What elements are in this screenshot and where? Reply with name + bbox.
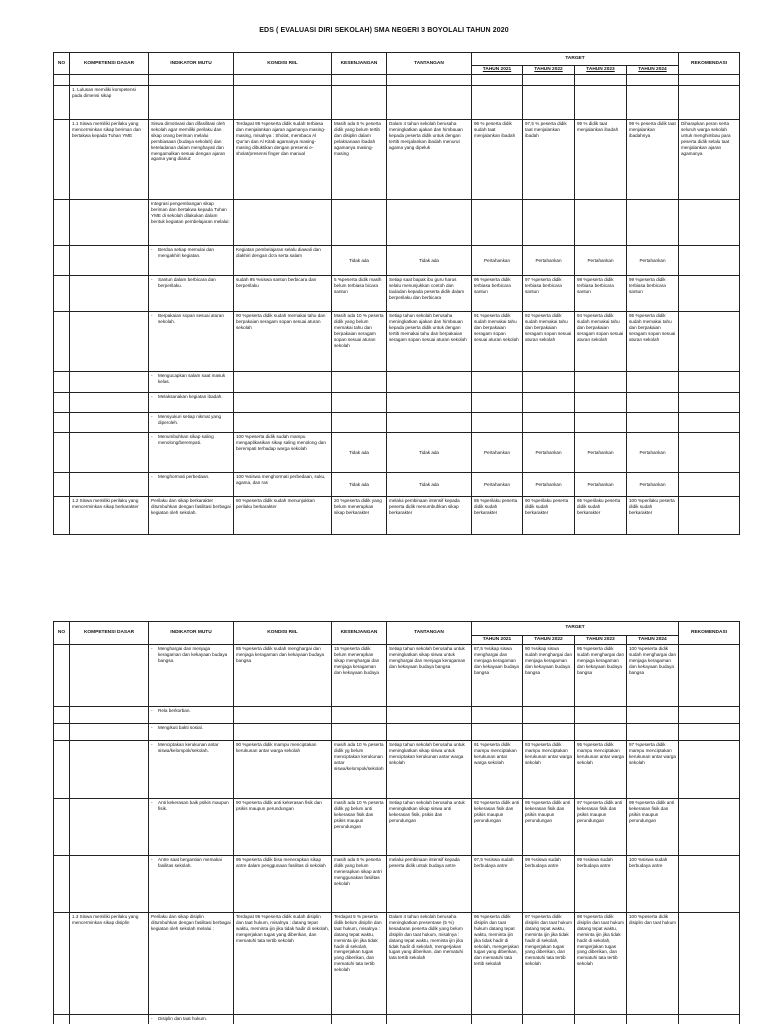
page-title: EDS ( EVALUASI DIRI SEKOLAH) SMA NEGERI 3 BOYOLALI TAHUN 2020: [259, 27, 509, 34]
kesenjangan-cell: 15 %peserta didik belum menerapkan sikap menghargai dan menjaga keragaman dan kekayaan budaya: [332, 645, 387, 707]
kompetensi-dasar-cell: 1.2 Siswa memiliki perilaku yang mencerminkan sikap berkarakter: [70, 497, 149, 535]
kondisi-cell: 100 %siswa menghormati perbedaan, suku, agama, dan ras: [234, 473, 332, 497]
target-2023-cell: 99 % didik taat menjalankan ibadah: [575, 120, 627, 200]
tantangan-cell: Setiap tahun sekolah berusaha untuk meningkatkan sikap siswa untuk menciptakan kerukunan antar warga sekolah: [387, 741, 472, 799]
col-indikator-mutu: INDIKATOR MUTU: [149, 622, 234, 645]
target-2024-cell: 100 %peserta didik disiplin dan taat hukum: [627, 913, 679, 1015]
year-2024: TAHUN 2024: [627, 636, 679, 645]
indikator-cell: - Melaksanakan kegiatan ibadah.: [149, 393, 234, 413]
kondisi-cell: Terdapat 95 %peserta didik sudah disiplin dan taat hukum, misalnya : datang tepat waktu, meminta ijin jika tidak hadir di sekolah, mengerjakan tugas yang diberikan, dan mematuhi tata tertib sekolah: [234, 913, 332, 1015]
indikator-text: Rela berkorban.: [158, 708, 191, 714]
col-kompetensi-dasar: KOMPETENSI DASAR: [70, 622, 149, 645]
target-2023-cell: 94 %peserta didik sudah memakai tahu dan berpakaian seragam sopan sesuai aturan sekolah: [575, 312, 627, 372]
indikator-cell: - Mensyukuri setiap nikmat yang diperoleh.: [149, 413, 234, 433]
indikator-text: Menumbuhkan sikap saling menolong/berempati.: [158, 434, 214, 445]
target-2021-cell: 91 %peserta didik mampu menciptakan kerukunan antar warga sekolah: [472, 741, 523, 799]
kesenjangan-cell: Terdapat 5 % peserta didik belum disiplin dan taat hukum, misalnya : datang tepat waktu, meminta ijin jika tidak hadir di sekolah, mengerjakan tugas yang diberikan, dan mematuhi tata tertib sekolah: [332, 913, 387, 1015]
indikator-cell: - Disiplin dan taat hukum.: [149, 1015, 234, 1024]
year-2023: TAHUN 2023: [575, 66, 627, 75]
indikator-text: Berdoa setiap memulai dan mengakhiri kegiatan.: [158, 247, 214, 258]
indikator-text: Menghargai dan menjaga keragaman dan kekayaan budaya bangsa.: [158, 646, 228, 663]
eds-table-1: [53, 52, 740, 535]
kesenjangan-cell: Masih ada 10 % peserta didik yang belum memakai tahu dan berpakaian seragam sopan sesuai aturan sekolah: [332, 312, 387, 372]
indikator-cell: Perilaku dan sikap disiplin ditumbuhkan dengan fasilitasi berbagai kegiatan oleh sekolah melalui :: [149, 913, 234, 1015]
table-row: [54, 276, 740, 312]
table-row: [54, 497, 740, 535]
indikator-text: Anti kekerasan baik psikis maupun fisik.: [158, 800, 229, 811]
rekomendasi-cell: Diharapkan peran serta seluruh warga sekolah untuk menghimbau para peserta didik selalu taat menjalankan ajaran agamanya: [679, 120, 740, 200]
target-2024-cell: 100 %siswa sudah berbudaya antre: [627, 856, 679, 913]
indikator-cell: - Menghormati perbedaan.: [149, 473, 234, 497]
col-rekomendasi: REKOMENDASI: [679, 622, 740, 645]
target-2023-cell: 98 %peserta didik disiplin dan taat hukum datang tepat waktu, meminta ijin jika tidak hadir di sekolah, mengerjakan tugas yang diberikan, dan mematuhi tata tertib sekolah: [575, 913, 627, 1015]
table-row: [54, 86, 740, 120]
tantangan-cell: Setiap tahun sekolah berusaha untuk meningkatkan sikap siswa anti kekerasan fisik, psikis dan perundungan: [387, 799, 472, 856]
target-2021-cell: 92 %peserta didik anti kekerasan fisik dan psikis maupun perundungan: [472, 799, 523, 856]
indikator-cell: - Berpakaian sopan sesuai aturan sekolah.: [149, 312, 234, 372]
target-2022-cell: 93 %peserta didik mampu menciptakan kerukunan antar warga sekolah: [523, 741, 575, 799]
kondisi-cell: 80 %peserta didik sudah menunjukkan perilaku berkarakter: [234, 497, 332, 535]
table-row: [54, 312, 740, 372]
target-2021-cell: 87,5 %sikap siswa menghargai dan menjaga keragaman dan kekayaan budaya bangsa: [472, 645, 523, 707]
kesenjangan-cell: Tidak ada: [332, 433, 387, 473]
kondisi-cell: 90 %peserta didik anti kekerasan fisik dan psikis maupun perundungan: [234, 799, 332, 856]
target-2024-cell: 99 %peserta didik terbiasa berbicara santun: [627, 276, 679, 312]
indikator-cell: Siswa dimotivasi dan difasilitasi oleh sekolah agar memiliki perilaku dan sikap orang beriman melalui pembiasaan (budaya sekolah) dan keteladanan dalam menghayati dan mengamalkan sesuai dengan ajaran agama yang dianut:: [149, 120, 234, 200]
kesenjangan-cell: Masih ada 5 % peserta didik yang belum tertib dan disiplin dalam pelaksanaan ibadah agamanya masing-masing: [332, 120, 387, 200]
col-kondisi-riil: KONDISI RIIL: [234, 622, 332, 645]
spacer-row: [54, 75, 740, 86]
target-2022-cell: 97 %peserta didik terbiasa berbicara santun: [523, 276, 575, 312]
kondisi-cell: 90 %peserta didik mampu menciptakan kerukunan antar warga sekolah: [234, 741, 332, 799]
kondisi-cell: 90 %peserta didik sudah memakai tahu dan berpakaian seragam sopan sesuai aturan sekolah: [234, 312, 332, 372]
col-kesenjangan: KESENJANGAN: [332, 622, 387, 645]
target-2021-cell: 96 %peserta didik disiplin dan taat hukum datang tepat waktu, meminta ijin jika tidak hadir di sekolah, mengerjakan tugas yang diberikan, dan mematuhi tata tertib sekolah: [472, 913, 523, 1015]
indikator-text: Mengucapkan salam saat masuk kelas.: [158, 373, 226, 384]
year-2022: TAHUN 2022: [523, 636, 575, 645]
target-2023-cell: 99 %siswa sudah berbudaya antre: [575, 856, 627, 913]
col-target: TARGET: [472, 53, 679, 66]
header-row: [54, 622, 740, 636]
col-no: NO: [54, 622, 70, 645]
target-2024-cell: Pertahankan: [627, 433, 679, 473]
indikator-cell: Perilaku dan sikap berkarakter ditumbuhkan dengan fasilitasi berbagai kegiatan oleh sekolah.: [149, 497, 234, 535]
indikator-text: Menciptakan kerukunan antar siswa/kelompok/sekolah.: [158, 742, 219, 753]
indikator-cell: - Anti kekerasan baik psikis maupun fisik.: [149, 799, 234, 856]
tantangan-cell: Tidak ada: [387, 473, 472, 497]
target-2021-cell: 96 % peserta didik sudah taat menjalankan ibadah: [472, 120, 523, 200]
target-2023-cell: Pertahankan: [575, 246, 627, 276]
indikator-text: Mengikuti bakti sosial.: [158, 725, 203, 731]
col-no: NO: [54, 53, 70, 75]
target-2023-cell: 97 %peserta didik anti kekerasan fisik dan psikis maupun perundungan: [575, 799, 627, 856]
target-2024-cell: 99 %peserta didik anti kekerasan fisik dan psikis maupun perundungan: [627, 799, 679, 856]
table-row: [54, 856, 740, 913]
kompetensi-dasar-cell: 1.3 Siswa memiliki perilaku yang mencerminkan sikap disiplin: [70, 913, 149, 1015]
indikator-cell: - Mengikuti bakti sosial.: [149, 724, 234, 741]
indikator-text: Berpakaian sopan sesuai aturan sekolah.: [158, 313, 224, 324]
kondisi-cell: Kegiatan pembelajaran selalu diawali dan diakhiri dengan do'a serta salam: [234, 246, 332, 276]
indikator-cell: - Antre saat bergantian memakai fasilitas sekolah.: [149, 856, 234, 913]
indikator-cell: - Berdoa setiap memulai dan mengakhiri kegiatan.: [149, 246, 234, 276]
target-2021-cell: 97,5 %siswa sudah berbudaya antre: [472, 856, 523, 913]
col-kompetensi-dasar: KOMPETENSI DASAR: [70, 53, 149, 75]
indikator-cell: - Rela berkorban.: [149, 707, 234, 724]
table-row: [54, 799, 740, 856]
kompetensi-dasar-cell: 1. Lulusan memiliki kompetensi pada dimensi sikap: [70, 86, 149, 120]
kondisi-cell: Terdapat 95 %peserta didik sudah terbiasa dan menjalankan ajaran agamanya masing-masing, misalnya : Sholat, membaca Al Qur'an dan Al Kitab agamanya masing-masing dibuktikan dengan presensi e-sholat/presensi finger dan manual: [234, 120, 332, 200]
kesenjangan-cell: masih ada 10 % peserta didik yg belum anti kekerasan fisik dan psikis maupun perundungan: [332, 799, 387, 856]
target-2023-cell: 95 %peserta didik sudah menghargai dan menjaga keragaman dan kekayaan budaya bangsa: [575, 645, 627, 707]
table-row: [54, 200, 740, 246]
indikator-text: Disiplin dan taat hukum.: [158, 1016, 208, 1022]
target-2021-cell: Pertahankan: [472, 433, 523, 473]
col-kondisi-riil: KONDISI RIIL: [234, 53, 332, 75]
target-2023-cell: 95 %perilaku peserta didik sudah berkarakter: [575, 497, 627, 535]
indikator-text: Melaksanakan kegiatan ibadah.: [158, 394, 223, 400]
year-2022: TAHUN 2022: [523, 66, 575, 75]
indikator-text: Menghormati perbedaan.: [158, 474, 210, 480]
target-2023-cell: 95 %peserta didik mampu menciptakan kerukunan antar warga sekolah: [575, 741, 627, 799]
indikator-cell: Integrasi pengembangan sikap beriman dan bertakwa kepada Tuhan YME di sekolah dilakukan dalam bentuk kegiatan pembelajaran melalui:: [149, 200, 234, 246]
tantangan-cell: melalui pembinaan intensif kepada peserta didik menumbuhkan sikap berkarakter: [387, 497, 472, 535]
target-2022-cell: 99 %siswa sudah berbudaya antre: [523, 856, 575, 913]
col-rekomendasi: REKOMENDASI: [679, 53, 740, 75]
target-2022-cell: Pertahankan: [523, 433, 575, 473]
kondisi-cell: 95 %peserta didik bisa menerapkan sikap antre dalam penggunaan fasilitas di sekolah: [234, 856, 332, 913]
target-2022-cell: 97,5 % peserta didik taat menjalankan ibadah: [523, 120, 575, 200]
table-row: [54, 413, 740, 433]
tantangan-cell: melalui pembinaan intensif kepada peserta didik untuk budaya antre: [387, 856, 472, 913]
tantangan-cell: Dalam 4 tahun sekolah berusaha meningkatkan ajakan dan himbauan kepada peserta didik untuk dengan tertib menjalankan ibadah menurut agama yang dipeluk: [387, 120, 472, 200]
eds-table-2: [53, 621, 740, 1024]
header-row: [54, 53, 740, 66]
kesenjangan-cell: masih ada 5 % peserta didik yang belum menerapkan sikap antri menggunakan fasilitas sekolah: [332, 856, 387, 913]
table-row: [54, 372, 740, 393]
target-2021-cell: 85 %perilaku peserta didik sudah berkarakter: [472, 497, 523, 535]
target-2022-cell: Pertahankan: [523, 473, 575, 497]
table-row: [54, 707, 740, 724]
col-tantangan: TANTANGAN: [387, 53, 472, 75]
tantangan-cell: Tidak ada: [387, 433, 472, 473]
table-row: [54, 246, 740, 276]
table-row: [54, 645, 740, 707]
tantangan-cell: Setiap tahun sekolah berusaha meningkatkan ajakan dan himbauan kepada peserta didik untuk dengan tertib memakai tahu dan berpakaian seragam sopan sesuai aturan sekolah: [387, 312, 472, 372]
tantangan-cell: Setiap saat bapak ibu guru harus selalu menunjukkan contoh dan tauladan kepada peserta didik dalam berperilaku dan berbicara: [387, 276, 472, 312]
col-kesenjangan: KESENJANGAN: [332, 53, 387, 75]
indikator-text: Antre saat bergantian memakai fasilitas sekolah.: [158, 857, 222, 868]
indikator-text: Santun dalam berbicara dan berperilaku.: [158, 277, 216, 288]
target-2021-cell: 96 %peserta didik terbiasa berbicara santun: [472, 276, 523, 312]
kesenjangan-cell: Tidak ada: [332, 246, 387, 276]
table-row: [54, 724, 740, 741]
col-tantangan: TANTANGAN: [387, 622, 472, 645]
target-2024-cell: Pertahankan: [627, 246, 679, 276]
target-2022-cell: Pertahankan: [523, 246, 575, 276]
tantangan-cell: Setiap tahun sekolah berusaha untuk meningkatkan sikap siswa untuk menghargai dan menjaga keragaman dan kekayaan budaya bangsa: [387, 645, 472, 707]
year-2021: TAHUN 2021: [472, 66, 523, 75]
target-2023-cell: Pertahankan: [575, 433, 627, 473]
target-2024-cell: 95 %peserta didik sudah memakai tahu dan berpakaian seragam sopan sesuai aturan sekolah: [627, 312, 679, 372]
kondisi-cell: 85 %peserta didik sudah menghargai dan menjaga keragaman dan kekayaan budaya bangsa: [234, 645, 332, 707]
target-2023-cell: Pertahankan: [575, 473, 627, 497]
year-2021: TAHUN 2021: [472, 636, 523, 645]
kompetensi-dasar-cell: 1.1 Siswa memiliki perilaku yang mencerminkan sikap beriman dan bertakwa kepada Tuhan YME: [70, 120, 149, 200]
target-2022-cell: 95 %peserta didik anti kekerasan fisik dan psikis maupun perundungan: [523, 799, 575, 856]
target-2024-cell: 100 %peserta didik sudah menghargai dan menjaga keragaman dan kekayaan budaya bangsa: [627, 645, 679, 707]
year-2024: TAHUN 2024: [627, 66, 679, 75]
tantangan-cell: Tidak ada: [387, 246, 472, 276]
kesenjangan-cell: masih ada 10 % peserta didik yg belum menciptakan kerukunan antar siswa/kelompok/sekolah: [332, 741, 387, 799]
target-2022-cell: 97 %peserta didik disiplin dan taat hukum datang tepat waktu, meminta ijin jika tidak hadir di sekolah, mengerjakan tugas yang diberikan, dan mematuhi tata tertib sekolah: [523, 913, 575, 1015]
target-2024-cell: 100 %perilaku peserta didik sudah berkarakter: [627, 497, 679, 535]
target-2021-cell: Pertahankan: [472, 473, 523, 497]
target-2024-cell: 99 % peserta didik taat menjalankan ibadahnya: [627, 120, 679, 200]
col-indikator-mutu: INDIKATOR MUTU: [149, 53, 234, 75]
kesenjangan-cell: 20 %peserta didik yang belum menerapkan sikap berkarakter: [332, 497, 387, 535]
target-2024-cell: Pertahankan: [627, 473, 679, 497]
tantangan-cell: Dalam 4 tahun sekolah berusaha meningkatkan presentase (5 %) kesadaran peserta didik yang belum disiplin dan taat hukum, misalnya : datang tepat waktu, meminta ijin jika tidak hadir di sekolah, mengerjakan tugas yang diberikan, dan mematuhi tata tertib sekolah: [387, 913, 472, 1015]
kondisi-cell: sudah 95 %siswa santun berbicara dan berperilaku: [234, 276, 332, 312]
table-row: [54, 913, 740, 1015]
kondisi-cell: 100 %peserta didik sudah mampu mengaplikasikan sikap saling menolong dan berempati terhadap warga sekolah: [234, 433, 332, 473]
year-2023: TAHUN 2023: [575, 636, 627, 645]
table-row: [54, 741, 740, 799]
indikator-text: Mensyukuri setiap nikmat yang diperoleh.: [158, 414, 222, 425]
col-target: TARGET: [472, 622, 679, 636]
kesenjangan-cell: Tidak ada: [332, 473, 387, 497]
table-row: [54, 1015, 740, 1024]
table-row: [54, 393, 740, 413]
indikator-cell: - Mengucapkan salam saat masuk kelas.: [149, 372, 234, 393]
target-2022-cell: 90 %perilaku peserta didik sudah berkarakter: [523, 497, 575, 535]
indikator-cell: - Santun dalam berbicara dan berperilaku.: [149, 276, 234, 312]
indikator-cell: - Menumbuhkan sikap saling menolong/berempati.: [149, 433, 234, 473]
target-2021-cell: Pertahankan: [472, 246, 523, 276]
indikator-cell: - Menciptakan kerukunan antar siswa/kelompok/sekolah.: [149, 741, 234, 799]
target-2022-cell: 90 %sikap siswa sudah menghargai dan menjaga keragaman dan kekayaan budaya bangsa: [523, 645, 575, 707]
table-row: [54, 433, 740, 473]
target-2021-cell: 91 %peserta didik sudah memakai tahu dan berpakaian seragam sopan sesuai aturan sekolah: [472, 312, 523, 372]
target-2023-cell: 98 %peserta didik terbiasa berbicara santun: [575, 276, 627, 312]
table-row: [54, 473, 740, 497]
target-2024-cell: 97 %peserta didik mampu menciptakan kerukunan antar warga sekolah: [627, 741, 679, 799]
table-row: [54, 120, 740, 200]
indikator-cell: - Menghargai dan menjaga keragaman dan kekayaan budaya bangsa.: [149, 645, 234, 707]
kesenjangan-cell: 5 %peserta didik masih belum terbiasa bicara santun: [332, 276, 387, 312]
target-2022-cell: 92 %peserta didik sudah memakai tahu dan berpakaian seragam sopan sesuai aturan sekolah: [523, 312, 575, 372]
